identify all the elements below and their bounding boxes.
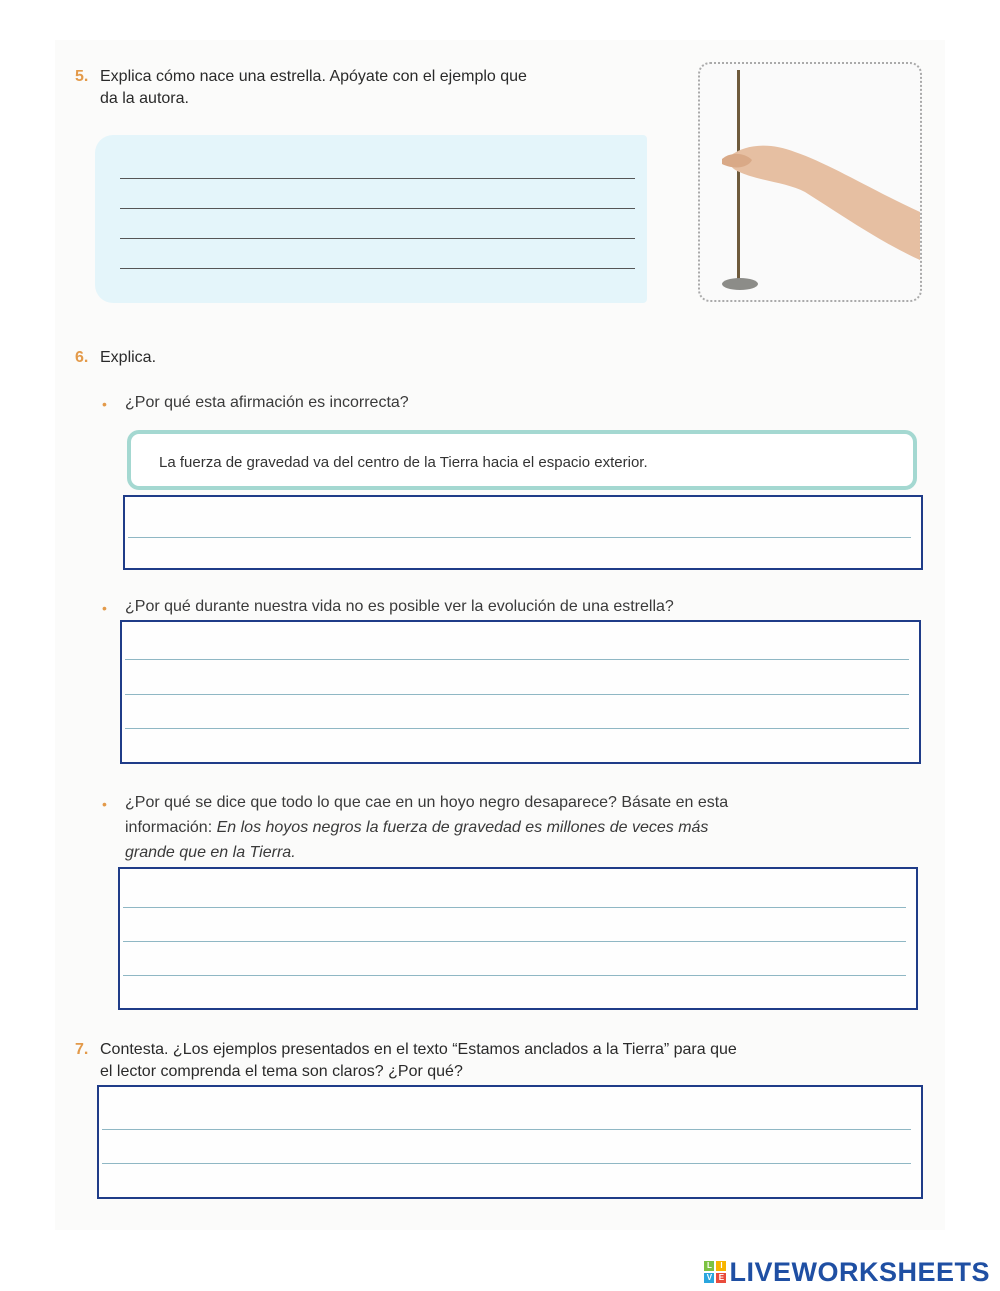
- logo-square-l: L: [704, 1261, 714, 1271]
- question-5-number: 5.: [75, 68, 89, 85]
- logo-square-e: E: [716, 1273, 726, 1283]
- answer-line: [102, 1129, 911, 1130]
- question-6b-answer-field[interactable]: [120, 620, 921, 764]
- question-7-text: [100, 1039, 737, 1083]
- bullet-icon: •: [102, 600, 107, 616]
- bullet-icon: •: [102, 796, 107, 812]
- logo-square-v: V: [704, 1273, 714, 1283]
- question-6c-line-3: [125, 840, 728, 865]
- question-6c-info-label: información:: [125, 819, 217, 836]
- question-5-answer-panel: [95, 135, 647, 303]
- question-6b-text: ¿Por qué durante nuestra vida no es posible ver la evolución de una estrella?: [125, 598, 674, 615]
- question-6c-answer-field[interactable]: [118, 867, 918, 1010]
- question-7-line-2: el lector comprenda el tema son claros? ¿Por qué?: [100, 1063, 463, 1080]
- question-5-line-1: Explica cómo nace una estrella. Apóyate con el ejemplo que: [100, 68, 527, 85]
- question-6a-text: ¿Por qué esta afirmación es incorrecta?: [125, 394, 409, 411]
- answer-line: [125, 659, 909, 660]
- question-6c-line-2: [125, 815, 728, 840]
- question-6c-quote-end: grande que en la Tierra.: [125, 844, 296, 861]
- liveworksheets-logo: [704, 1255, 990, 1289]
- question-6-number: 6.: [75, 349, 89, 366]
- answer-line: [123, 907, 906, 908]
- answer-line: [102, 1163, 911, 1164]
- question-7-answer-field[interactable]: [97, 1085, 923, 1199]
- question-7-number: 7.: [75, 1041, 89, 1058]
- logo-square-i: I: [716, 1261, 726, 1271]
- statement-text: La fuerza de gravedad va del centro de la Tierra hacia el espacio exterior.: [159, 454, 648, 471]
- answer-line: [128, 537, 911, 538]
- question-6c-quote: En los hoyos negros la fuerza de gravedad es millones de veces más: [216, 819, 709, 836]
- statement-box: [127, 430, 917, 490]
- answer-line: [123, 975, 906, 976]
- question-6c-text: [125, 790, 728, 865]
- question-6c-line-1: ¿Por qué se dice que todo lo que cae en un hoyo negro desaparece? Básate en esta: [125, 794, 729, 811]
- liveworksheets-logo-icon: [704, 1261, 726, 1283]
- answer-line[interactable]: [120, 178, 635, 179]
- question-5-text: [100, 66, 527, 110]
- answer-line: [123, 941, 906, 942]
- answer-line: [125, 728, 909, 729]
- question-5-line-2: da la autora.: [100, 90, 189, 107]
- question-6a-answer-field[interactable]: [123, 495, 923, 570]
- question-6-title: Explica.: [100, 349, 157, 366]
- hand-holding-pole-image: [698, 62, 922, 302]
- question-7-line-1: Contesta. ¿Los ejemplos presentados en el texto “Estamos anclados a la Tierra” para que: [100, 1041, 737, 1058]
- brand-name: LIVEWORKSHEETS: [729, 1256, 990, 1287]
- answer-line[interactable]: [120, 208, 635, 209]
- answer-line[interactable]: [120, 238, 635, 239]
- answer-line: [125, 694, 909, 695]
- bullet-icon: •: [102, 396, 107, 412]
- answer-line[interactable]: [120, 268, 635, 269]
- hand-pole-illustration: [700, 64, 920, 300]
